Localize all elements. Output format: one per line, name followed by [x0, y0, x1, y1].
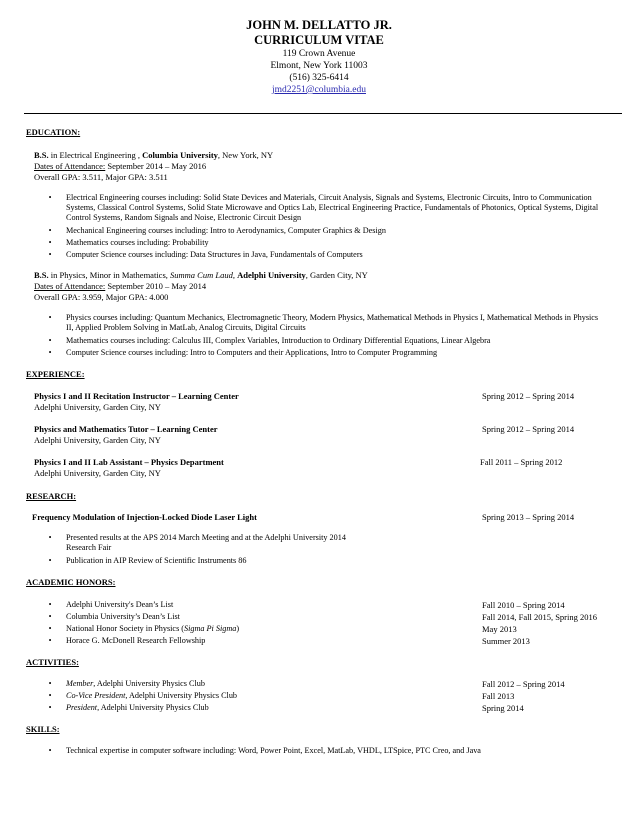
- columbia-degree-line: [34, 150, 273, 161]
- honor-dates: Fall 2010 – Spring 2014: [482, 600, 565, 610]
- activity-dates: Spring 2014: [482, 703, 524, 713]
- bullet-icon: •: [48, 533, 52, 542]
- candidate-name: JOHN M. DELLATTO JR.: [246, 18, 392, 32]
- experience-place: Adelphi University, Garden City, NY: [34, 402, 161, 412]
- columbia-field: in Electrical Engineering ,: [48, 150, 143, 160]
- bullet-icon: •: [48, 336, 52, 345]
- columbia-dates: September 2014 – May 2016: [105, 161, 207, 171]
- bullet-icon: •: [48, 703, 52, 712]
- activities-heading: ACTIVITIES:: [26, 657, 79, 667]
- adelphi-course-math: Mathematics courses including: Calculus III, Complex Variables, Introduction to Ordinary Differential Equations, Linear Algebra: [66, 336, 491, 345]
- activity-role: President: [66, 703, 98, 712]
- list-item: [46, 313, 602, 335]
- adelphi-course-cs: Computer Science courses including: Intro to Computers and their Applications, Intro to Computer Programming: [66, 348, 438, 357]
- honor-dates: Summer 2013: [482, 636, 530, 646]
- columbia-dates-line: [34, 161, 206, 172]
- honor-society-name: Sigma Pi Sigma: [184, 624, 237, 633]
- columbia-degree: B.S.: [34, 150, 49, 160]
- activity-org: , Adelphi University Physics Club: [93, 679, 205, 688]
- honor-text: Horace G. McDonell Research Fellowship: [66, 636, 206, 645]
- adelphi-dates-label: Dates of Attendance:: [34, 281, 106, 291]
- bullet-icon: •: [48, 313, 52, 322]
- adelphi-gpa: Overall GPA: 3.959, Major GPA: 4.000: [34, 292, 169, 302]
- activity-dates: Fall 2012 – Spring 2014: [482, 679, 565, 689]
- experience-place: Adelphi University, Garden City, NY: [34, 468, 161, 478]
- bullet-icon: •: [48, 193, 52, 202]
- education-heading: EDUCATION:: [26, 127, 81, 137]
- honor-dates: May 2013: [482, 624, 517, 634]
- columbia-course-cs: Computer Science courses including: Data Structures in Java, Fundamentals of Computers: [66, 250, 363, 259]
- honor-text: Adelphi University's Dean’s List: [66, 600, 174, 609]
- columbia-dates-label: Dates of Attendance:: [34, 161, 106, 171]
- columbia-course-ee: Electrical Engineering courses including: Solid State Devices and Materials, Circuit Analysis, Signals and Systems, Electronic Circuits, Intro to Communication Systems, Classical Control Systems, Solid State Microwave and Optics Lab, Electrical Engineering Practice, Fundamentals of Photonics, Optical Systems, Digital Control Systems, Random Signals and Noise, Electronic Circuit Design: [66, 193, 599, 223]
- adelphi-field: in Physics, Minor in Mathematics,: [48, 270, 171, 280]
- honor-text: [66, 624, 602, 634]
- city-address: Elmont, New York 11003: [270, 61, 368, 71]
- honor-text-close: ): [236, 624, 240, 633]
- list-item: [46, 533, 376, 555]
- skills-heading: SKILLS:: [26, 724, 60, 734]
- bullet-icon: •: [48, 348, 52, 357]
- experience-title: Physics I and II Recitation Instructor – Learning Center: [34, 391, 239, 401]
- columbia-course-me: Mechanical Engineering courses including: Intro to Aerodynamics, Computer Graphics & Design: [66, 226, 386, 235]
- activity-role: Member: [66, 679, 94, 688]
- activity-org: , Adelphi University Physics Club: [97, 703, 209, 712]
- bullet-icon: •: [48, 226, 52, 235]
- adelphi-degree: B.S.: [34, 270, 49, 280]
- bullet-icon: •: [48, 746, 52, 755]
- research-dates: Spring 2013 – Spring 2014: [482, 512, 575, 522]
- honors-heading: ACADEMIC HONORS:: [26, 577, 116, 587]
- bullet-icon: •: [48, 250, 52, 259]
- activity-dates: Fall 2013: [482, 691, 515, 701]
- honor-text-main: National Honor Society in Physics (: [66, 624, 185, 633]
- adelphi-degree-line: [34, 270, 368, 281]
- adelphi-course-physics: Physics courses including: Quantum Mechanics, Electromagnetic Theory, Modern Physics, Mathematical Methods in Physics I, Mathematical Methods in Physics II, Applied Problem Solving in MatLab, Analog Circuits, Digital Circuits: [66, 313, 599, 333]
- adelphi-school: Adelphi University: [237, 270, 306, 280]
- honor-text: Columbia University’s Dean’s List: [66, 612, 180, 621]
- research-title: Frequency Modulation of Injection-Locked Diode Laser Light: [32, 512, 257, 522]
- columbia-gpa: Overall GPA: 3.511, Major GPA: 3.511: [34, 172, 168, 182]
- honor-dates: Fall 2014, Fall 2015, Spring 2016: [482, 612, 597, 622]
- bullet-icon: •: [48, 612, 52, 621]
- research-heading: RESEARCH:: [26, 491, 77, 501]
- list-item: [46, 193, 602, 225]
- bullet-icon: •: [48, 600, 52, 609]
- phone-number: (516) 325-6414: [289, 73, 349, 83]
- experience-dates: Spring 2012 – Spring 2014: [482, 424, 575, 434]
- header-divider: [24, 113, 622, 114]
- experience-place: Adelphi University, Garden City, NY: [34, 435, 161, 445]
- resume-header: [0, 18, 638, 96]
- experience-title: Physics and Mathematics Tutor – Learning Center: [34, 424, 218, 434]
- experience-heading: EXPERIENCE:: [26, 369, 85, 379]
- research-publication: Publication in AIP Review of Scientific Instruments 86: [66, 556, 247, 565]
- separator: ,: [232, 270, 238, 280]
- columbia-course-math: Mathematics courses including: Probability: [66, 238, 209, 247]
- bullet-icon: •: [48, 238, 52, 247]
- email-link[interactable]: jmd2251@columbia.edu: [272, 85, 366, 95]
- activity-org: , Adelphi University Physics Club: [125, 691, 238, 700]
- experience-dates: Fall 2011 – Spring 2012: [480, 457, 563, 467]
- bullet-icon: •: [48, 556, 52, 565]
- columbia-school: Columbia University: [142, 150, 218, 160]
- activity-role: Co-Vice President: [66, 691, 126, 700]
- skill-text: Technical expertise in computer software including: Word, Power Point, Excel, MatLab, VHDL, LTSpice, PTC Creo, and Java: [66, 746, 481, 755]
- bullet-icon: •: [48, 636, 52, 645]
- document-title: CURRICULUM VITAE: [254, 33, 384, 47]
- street-address: 119 Crown Avenue: [282, 49, 356, 59]
- experience-dates: Spring 2012 – Spring 2014: [482, 391, 575, 401]
- research-presentation: Presented results at the APS 2014 March Meeting and at the Adelphi University 2014 Research Fair: [66, 533, 346, 553]
- bullet-icon: •: [48, 679, 52, 688]
- columbia-location: , New York, NY: [217, 150, 274, 160]
- bullet-icon: •: [48, 624, 52, 633]
- bullet-icon: •: [48, 691, 52, 700]
- activity-text: [66, 691, 602, 701]
- adelphi-dates: September 2010 – May 2014: [105, 281, 207, 291]
- adelphi-location: , Garden City, NY: [305, 270, 368, 280]
- adelphi-dates-line: [34, 281, 206, 292]
- experience-title: Physics I and II Lab Assistant – Physics Department: [34, 457, 224, 467]
- adelphi-honors: Summa Cum Laud: [170, 270, 233, 280]
